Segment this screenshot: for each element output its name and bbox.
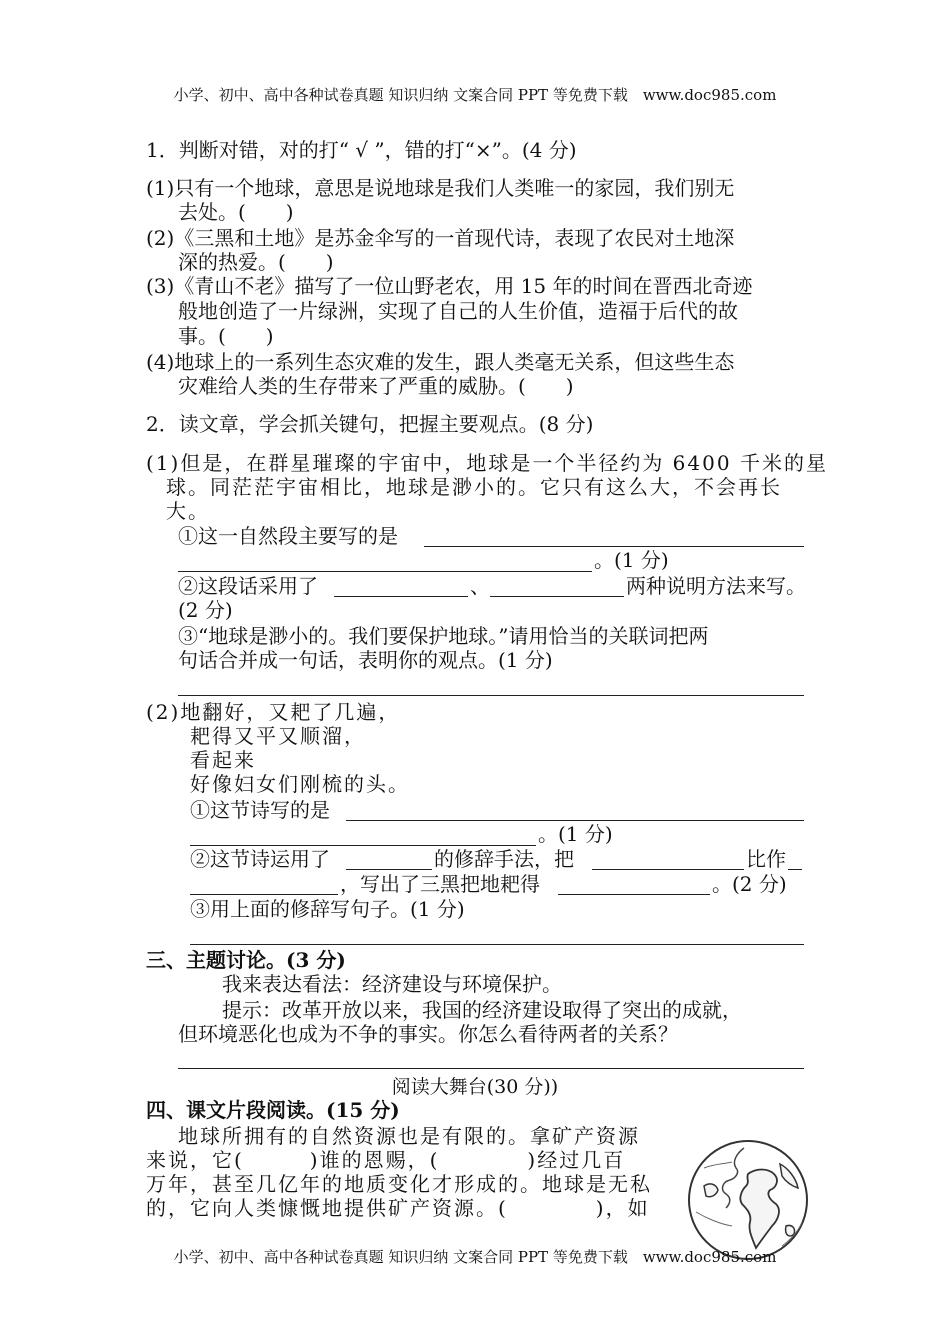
answer-blank[interactable] — [178, 571, 592, 572]
section3-title: 三、主题讨论。(3 分) — [146, 948, 346, 972]
passage-line1: 地球所拥有的自然资源也是有限的。拿矿产资源 — [178, 1124, 640, 1148]
q2-p1-line2: 球。同茫茫宇宙相比，地球是渺小的。它只有这么大，不会再长 — [166, 475, 782, 499]
poem-line3: 看起来 — [190, 748, 256, 772]
reading-stage-heading: 阅读大舞台(30 分)) — [391, 1076, 559, 1098]
q1-item4-line1: (4)地球上的一系列生态灾难的发生，跟人类毫无关系，但这些生态 — [146, 350, 735, 374]
section3-line3: 但环境恶化也成为不争的事实。你怎么看待两者的关系？ — [178, 1022, 678, 1046]
passage-line2: 来说，它( )谁的恩赐，( )经过几百 — [146, 1148, 626, 1172]
q2-title: 2．读文章，学会抓关键句，把握主要观点。(8 分) — [146, 412, 594, 436]
q2-p2-q3: ③用上面的修辞写句子。(1 分) — [190, 897, 465, 921]
q2-p2-q2c: 比作 — [746, 847, 786, 871]
section3-line2: 提示：改革开放以来，我国的经济建设取得了突出的成就， — [222, 998, 742, 1022]
answer-blank[interactable] — [346, 820, 804, 821]
q1-item3-line3: 事。( ) — [178, 324, 274, 348]
poem-line2: 耙得又平又顺溜， — [190, 724, 366, 748]
q1-item1-line2: 去处。( ) — [178, 200, 294, 224]
page-footer: 小学、初中、高中各种试卷真题 知识归纳 文案合同 PPT 等免费下载 www.doc985.com — [173, 1248, 777, 1266]
answer-blank[interactable] — [490, 596, 624, 597]
q2-p1-q1: ①这一自然段主要写的是 — [178, 524, 398, 548]
page-header: 小学、初中、高中各种试卷真题 知识归纳 文案合同 PPT 等免费下载 www.doc985.com — [173, 86, 777, 104]
q1-item2-line1: (2)《三黑和土地》是苏金伞写的一首现代诗，表现了农民对土地深 — [146, 226, 735, 250]
q1-item3-line1: (3)《青山不老》描写了一位山野老农，用 15 年的时间在晋西北奇迹 — [146, 274, 753, 298]
q2-p2-q2d: ，写出了三黑把地耙得 — [340, 872, 540, 896]
answer-blank[interactable] — [190, 894, 338, 895]
passage-line3: 万年，甚至几亿年的地质变化才形成的。地球是无私 — [146, 1172, 652, 1196]
globe-illustration — [686, 1138, 810, 1262]
q2-p1-q3-line1: ③“地球是渺小的。我们要保护地球。”请用恰当的关联词把两 — [178, 624, 709, 648]
poem-line1: (2)地翻好，又耙了几遍， — [146, 700, 401, 724]
q1-item4-line2: 灾难给人类的生存带来了严重的威胁。( ) — [178, 374, 574, 398]
answer-blank[interactable] — [592, 869, 744, 870]
q1-item1-line1: (1)只有一个地球，意思是说地球是我们人类唯一的家园，我们别无 — [146, 176, 735, 200]
passage-line4: 的，它向人类慷慨地提供矿产资源。( )，如 — [146, 1196, 650, 1220]
poem-line4: 好像妇女们刚梳的头。 — [190, 772, 410, 796]
section4-title: 四、课文片段阅读。(15 分) — [146, 1098, 400, 1122]
q2-p1-q1-end: 。(1 分) — [594, 548, 669, 572]
q2-p1-q2a: ②这段话采用了 — [178, 574, 318, 598]
q2-p2-q2a: ②这节诗运用了 — [190, 847, 330, 871]
q1-title: 1．判断对错，对的打“ √ ”，错的打“×”。(4 分) — [146, 138, 577, 162]
answer-blank[interactable] — [346, 869, 432, 870]
q2-p2-q2b: 的修辞手法，把 — [434, 847, 574, 871]
answer-blank[interactable] — [178, 1068, 804, 1069]
q2-p1-q2b: 、 — [470, 574, 490, 598]
answer-blank[interactable] — [334, 596, 468, 597]
answer-blank[interactable] — [424, 546, 804, 547]
q2-p1-q3-line2: 句话合并成一句话，表明你的观点。(1 分) — [178, 648, 553, 672]
q2-p1-q2c: 两种说明方法来写。 — [626, 574, 806, 598]
q1-item2-line2: 深的热爱。( ) — [178, 250, 334, 274]
answer-blank[interactable] — [788, 869, 802, 870]
q2-p2-q1: ①这节诗写的是 — [190, 798, 330, 822]
q2-p2-q1-end: 。(1 分) — [538, 822, 613, 846]
answer-blank[interactable] — [558, 894, 710, 895]
answer-blank[interactable] — [178, 695, 804, 696]
q2-p1-line3: 大。 — [166, 499, 210, 523]
q1-item3-line2: 般地创造了一片绿洲，实现了自己的人生价值，造福于后代的故 — [178, 299, 738, 323]
q2-p2-q2e: 。(2 分) — [712, 872, 787, 896]
q2-p1-q2d: (2 分) — [178, 598, 233, 622]
q2-p1-line1: (1)但是，在群星璀璨的宇宙中，地球是一个半径约为 6400 千米的星 — [146, 451, 828, 475]
answer-blank[interactable] — [190, 944, 804, 945]
answer-blank[interactable] — [190, 845, 536, 846]
section3-line1: 我来表达看法：经济建设与环境保护。 — [222, 972, 562, 996]
